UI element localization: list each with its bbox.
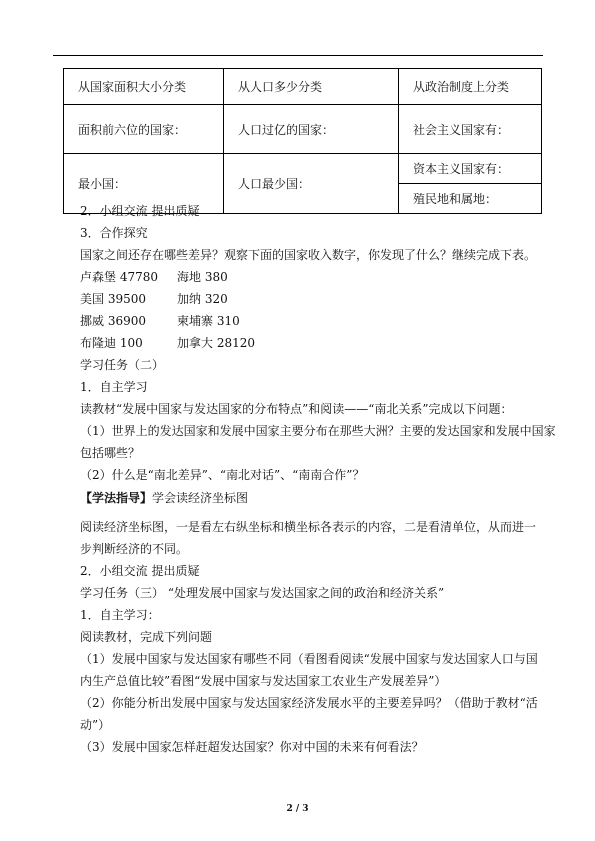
income-item: 布隆迪 100 (80, 336, 143, 350)
section-heading: 2．小组交流 提出质疑 (80, 204, 200, 218)
method-guide (0, 490, 595, 506)
income-item: 卢森堡 47780 (80, 270, 158, 284)
section-heading: 学习任务（三） “处理发展中国家与发达国家之间的政治和经济关系” (80, 586, 445, 600)
table-cell: 人口最少国： (224, 154, 399, 214)
section-heading: 1．自主学习 (80, 380, 148, 394)
table-cell: 殖民地和属地： (399, 184, 542, 214)
income-row (0, 269, 595, 285)
question: （1）世界上的发达国家和发展中国家主要分布在那些大洲？主要的发达国家和发展中国家 (80, 424, 556, 438)
question: （2）你能分析出发展中国家与发达国家经济发展水平的主要差异吗？（借助于教材“活 (80, 696, 538, 710)
income-item: 挪威 36900 (80, 314, 146, 328)
question: 包括哪些？ (80, 446, 141, 460)
section-heading: 3．合作探究 (80, 226, 148, 240)
paragraph: 阅读经济坐标图，一是看左右纵坐标和横坐标各表示的内容，二是看清单位，从而进一 (80, 520, 537, 534)
question: 内生产总值比较”看图“发展中国家与发达国家工农业生产发展差异”） (80, 674, 447, 688)
paragraph: 读教材“发展中国家与发达国家的分布特点”和阅读——“南北关系”完成以下问题： (80, 402, 513, 416)
table-row (64, 154, 542, 184)
table-cell: 社会主义国家有： (399, 105, 542, 154)
section-heading: 1．自主学习： (80, 608, 160, 622)
paragraph: 步判断经济的不同。 (80, 542, 189, 556)
question: （1）发展中国家与发达国家有哪些不同（看图看阅读“发展中国家与发达国家人口与国 (80, 652, 538, 666)
income-item: 海地 380 (177, 270, 228, 284)
income-item: 加纳 320 (177, 292, 228, 306)
guide-text: 学会读经济坐标图 (152, 491, 249, 505)
income-row (0, 335, 595, 351)
income-item: 美国 39500 (80, 292, 146, 306)
header-rule (53, 55, 543, 56)
table-cell: 人口过亿的国家： (224, 105, 399, 154)
guide-tag: 【学法指导】 (80, 491, 153, 505)
section-heading: 学习任务（二） (80, 358, 165, 372)
paragraph: 阅读教材，完成下列问题 (80, 630, 213, 644)
paragraph: 国家之间还存在哪些差异？观察下面的国家收入数字，你发现了什么？继续完成下表。 (80, 248, 537, 262)
income-row (0, 291, 595, 307)
classification-table (63, 68, 542, 214)
table-row (64, 69, 542, 105)
income-row (0, 313, 595, 329)
table-cell: 资本主义国家有： (399, 154, 542, 184)
question: 动”） (80, 718, 111, 732)
question: （2）什么是“南北差异”、“南北对话”、“南南合作”？ (80, 468, 365, 482)
table-cell: 从人口多少分类 (224, 69, 399, 105)
table-cell: 从政治制度上分类 (399, 69, 542, 105)
income-item: 加拿大 28120 (177, 336, 255, 350)
table-cell: 面积前六位的国家： (64, 105, 224, 154)
table-cell: 从国家面积大小分类 (64, 69, 224, 105)
question: （3）发展中国家怎样赶超发达国家？你对中国的未来有何看法？ (80, 740, 424, 754)
section-heading: 2．小组交流 提出质疑 (80, 564, 200, 578)
table-row (64, 105, 542, 154)
table-cell: 最小国： (64, 154, 224, 214)
income-item: 柬埔寨 310 (177, 314, 240, 328)
page-number: 2 / 3 (286, 804, 309, 814)
